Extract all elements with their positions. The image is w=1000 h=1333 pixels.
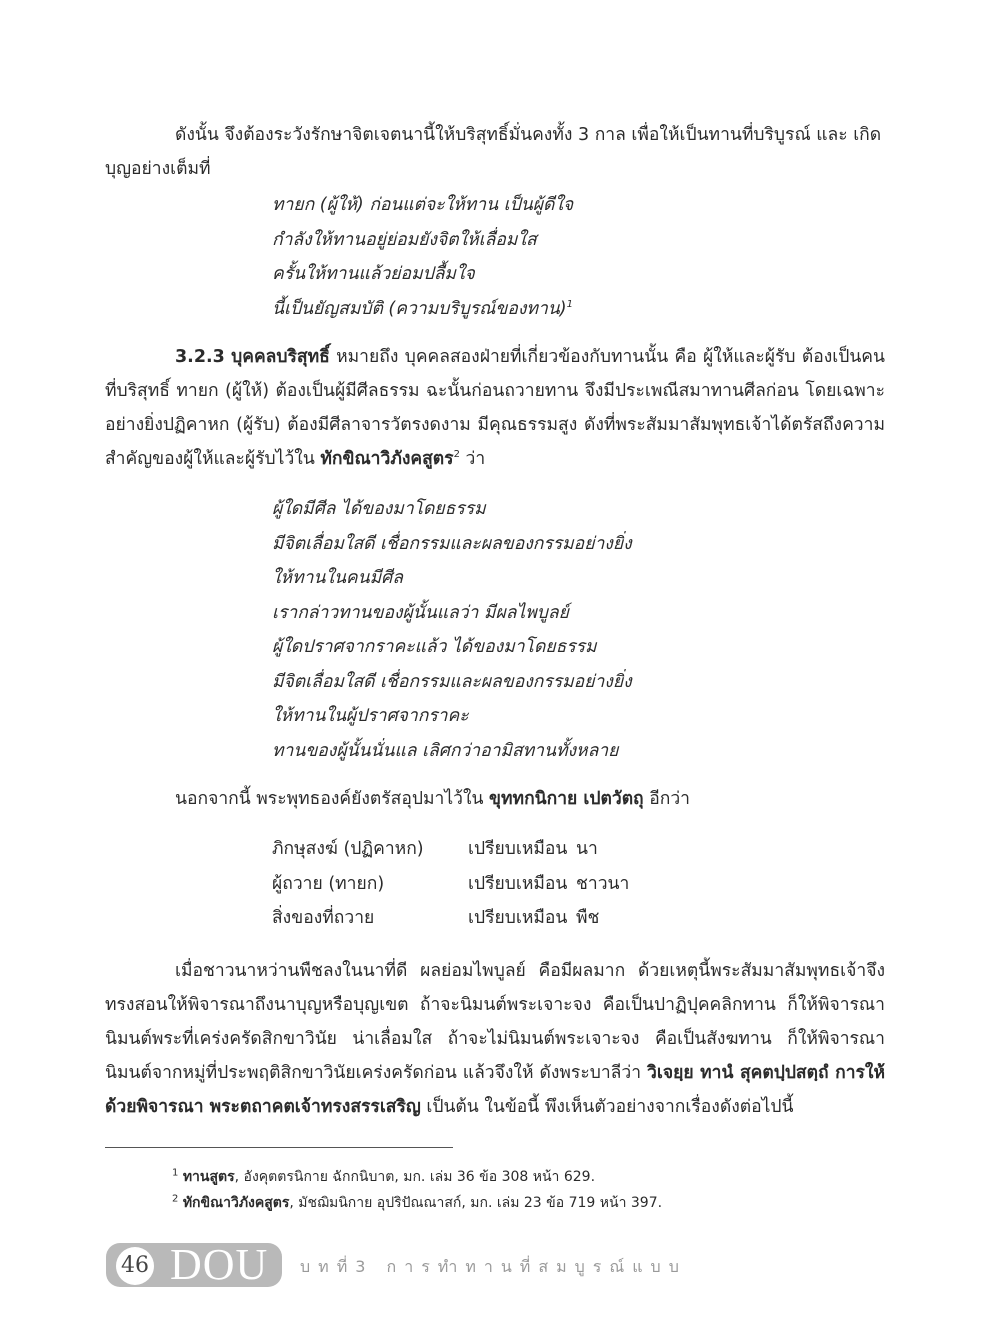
footnote-2: $^2$ ทักขิณาวิภังคสูตร, มัชฌิมนิกาย อุปริปัณณาสก์, มก. เล่ม 23 ข้อ 719 หน้า 397. xyxy=(172,1193,663,1211)
source-name: ขุททกนิกาย เปตวัตถุ xyxy=(489,789,644,809)
section-term: บุคคลบริสุทธิ์ xyxy=(231,347,330,367)
paragraph-1-line-2: บุญอย่างเต็มที่ xyxy=(105,159,211,179)
verse-line: ทายก (ผู้ให้) ก่อนแต่จะให้ทาน เป็นผู้ดีใจ xyxy=(272,195,574,215)
simile-verb: เปรียบเหมือน xyxy=(468,839,568,859)
verse-line: เรากล่าวทานของผู้นั้นแลว่า มีผลไพบูลย์ xyxy=(272,602,569,623)
footnote-ref-2[interactable]: 2 xyxy=(453,449,460,461)
dou-logo: DOU xyxy=(170,1240,269,1289)
verse-line: กำลังให้ทานอยู่ย่อมยังจิตให้เลื่อมใส xyxy=(272,229,537,250)
footnote-divider xyxy=(105,1147,453,1148)
simile-term: ผู้ถวาย (ทายก) xyxy=(272,873,385,894)
verse-2 xyxy=(272,492,632,768)
verse-line: ทานของผู้นั้นนั่นแล เลิศกว่าอามิสทานทั้งหลาย xyxy=(272,740,619,761)
paragraph-1-line-1: ดังนั้น จึงต้องระวังรักษาจิตเจตนานี้ให้บริสุทธิ์มั่นคงทั้ง 3 กาล เพื่อให้เป็นทานที่บริบูรณ์ และ เกิด xyxy=(175,125,882,145)
verse-line: นี้เป็นยัญสมบัติ (ความบริบูรณ์ของทาน)$^1$ xyxy=(272,298,573,319)
simile-verb: เปรียบเหมือน xyxy=(468,908,568,928)
simile-term: สิ่งของที่ถวาย xyxy=(272,908,375,928)
verse-line: ให้ทานในคนมีศีล xyxy=(272,568,403,588)
simile-term: ภิกษุสงฆ์ (ปฏิคาหก) xyxy=(272,839,424,859)
simile-object: นา xyxy=(576,839,598,859)
simile-table xyxy=(272,832,629,936)
simile-row xyxy=(272,832,629,867)
verse-1 xyxy=(272,188,573,326)
simile-row xyxy=(272,901,629,936)
paragraph-4: เมื่อชาวนาหว่านพืชลงในนาที่ดี ผลย่อมไพบูลย์ คือมีผลมาก ด้วยเหตุนี้พระสัมมาสัมพุทธเจ้าจึงทรงสอนให้พิจารณาถึงนาบุญหรือบุญเขต ถ้าจะนิมนต์พระเจาะจง คือเป็นปาฏิปุคคลิกทาน ก็ให้พิจารณานิมนต์พระที่เคร่งครัดสิกขาวินัย น่าเลื่อมใส ถ้าจะไม่นิมนต์พระเจาะจง คือเป็นสังฆทาน ก็ให้พิจารณานิมนต์จากหมู่ที่ประพฤติสิกขาวินัยเคร่งครัดก่อน แล้วจึงให้ ดังพระบาลีว่า วิเจยฺย ทานํ สุคตปฺปสตฺถํ การให้ด้วยพิจารณา พระตถาคตเจ้าทรงสรรเสริญ เป็นต้น ในข้อนี้ พึงเห็นตัวอย่างจากเรื่องดังต่อไปนี้ xyxy=(105,961,885,1117)
paragraph-3: นอกจากนี้ พระพุทธองค์ยังตรัสอุปมาไว้ใน ขุททกนิกาย เปตวัตถุ อีกว่า xyxy=(175,789,690,809)
simile-object: ชาวนา xyxy=(576,873,630,894)
simile-object: พืช xyxy=(576,908,600,928)
verse-line: ผู้ใดมีศีล ได้ของมาโดยธรรม xyxy=(272,499,486,519)
sutta-name: ทักขิณาวิภังคสูตร xyxy=(320,449,454,469)
paragraph-2: 3.2.3 บุคคลบริสุทธิ์ หมายถึง บุคคลสองฝ่ายที่เกี่ยวข้องกับทานนั้น คือ ผู้ให้และผู้รับ ต้องเป็นคนที่บริสุทธิ์ ทายก (ผู้ให้) ต้องเป็นผู้มีศีลธรรม ฉะนั้นก่อนถวายทาน จึงมีประเพณีสมาทานศีลก่อน โดยเฉพาะอย่างยิ่งปฏิคาหก (ผู้รับ) ต้องมีศีลาจารวัตรงดงาม มีคุณธรรมสูง ดังที่พระสัมมาสัมพุทธเจ้าได้ตรัสถึงความสำคัญของผู้ให้และผู้รับไว้ใน ทักขิณาวิภังคสูตร$^2$ ว่า xyxy=(105,347,885,469)
verse-line: มีจิตเลื่อมใสดี เชื่อกรรมและผลของกรรมอย่างยิ่ง xyxy=(272,533,632,554)
chapter-title: บทที่3 การทำทานที่สมบูรณ์แบบ xyxy=(300,1257,687,1276)
simile-row xyxy=(272,867,629,902)
verse-line: ผู้ใดปราศจากราคะแล้ว ได้ของมาโดยธรรม xyxy=(272,637,597,657)
section-number: 3.2.3 xyxy=(175,347,225,367)
simile-verb: เปรียบเหมือน xyxy=(468,873,568,894)
verse-line: ให้ทานในผู้ปราศจากราคะ xyxy=(272,706,469,726)
verse-line: ครั้นให้ทานแล้วย่อมปลื้มใจ xyxy=(272,264,475,284)
footnote-1: $^1$ ทานสูตร, อังคุตตรนิกาย ฉักกนิบาต, มก. เล่ม 36 ข้อ 308 หน้า 629. xyxy=(172,1167,596,1185)
pali-quote: วิเจยฺย ทานํ สุคตปฺปสตฺถํ การให้ด้วยพิจารณา พระตถาคตเจ้าทรงสรรเสริญ xyxy=(105,1063,885,1117)
page-number: 46 xyxy=(116,1247,154,1285)
footnote-ref-1[interactable]: 1 xyxy=(566,298,573,310)
verse-line: มีจิตเลื่อมใสดี เชื่อกรรมและผลของกรรมอย่างยิ่ง xyxy=(272,671,632,692)
